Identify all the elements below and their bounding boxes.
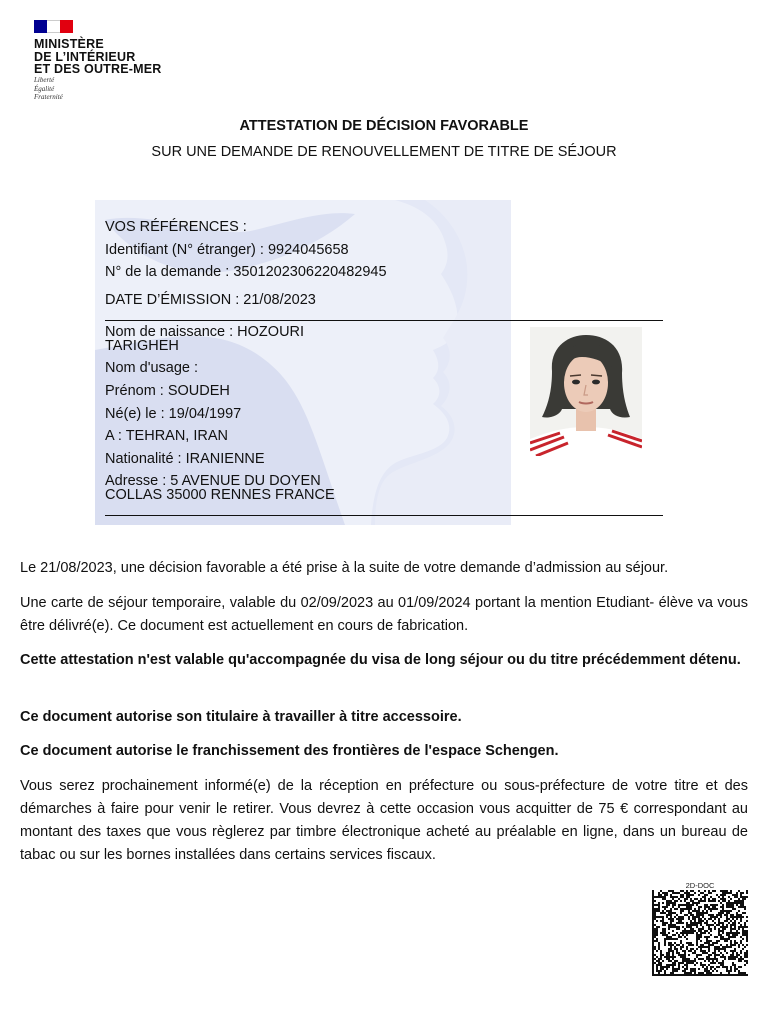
nom-usage: Nom d'usage : — [105, 360, 199, 376]
document-subtitle: SUR UNE DEMANDE DE RENOUVELLEMENT DE TITRE DE SÉJOUR — [151, 144, 617, 160]
paragraph-decision: Le 21/08/2023, une décision favorable a été prise à la suite de votre demande d’admission au séjour. — [20, 560, 669, 576]
references-heading: VOS RÉFÉRENCES : — [105, 219, 247, 235]
paragraph-validite-visa: Cette attestation n'est valable qu'accompagnée du visa de long séjour ou du titre précédemment détenu. — [20, 652, 741, 668]
ministry-line-3: ET DES OUTRE-MER — [34, 62, 162, 76]
divider-top — [105, 320, 663, 321]
2d-doc-modules — [652, 890, 748, 976]
paragraph-retrait-titre: Vous serez prochainement informé(e) de la réception en préfecture ou sous-préfecture de votre titre et des démarches à faire pour venir le retirer. Vous devrez à cette occasion vous acquitter de 75 € correspondant au montant des taxes que vous règlerez par timbre électronique acheté au préalable en ligne, dans un bureau de tabac ou sur les bornes installées dans certains services fiscaux. — [20, 778, 748, 863]
paragraph-carte-sejour: Une carte de séjour temporaire, valable du 02/09/2023 au 01/09/2024 portant la mention Etudiant- élève va vous être délivré(e). Ce document est actuellement en cours de fabrication. — [20, 595, 748, 634]
date-naissance: Né(e) le : 19/04/1997 — [105, 406, 242, 422]
motto-fraternite: Fraternité — [34, 93, 63, 101]
identity-photo — [530, 327, 642, 456]
nationalite: Nationalité : IRANIENNE — [105, 451, 265, 467]
lieu-naissance: A : TEHRAN, IRAN — [105, 428, 229, 444]
date-emission: DATE D’ÉMISSION : 21/08/2023 — [105, 292, 316, 308]
paragraph-schengen: Ce document autorise le franchissement des frontières de l'espace Schengen. — [20, 743, 559, 759]
document-title: ATTESTATION DE DÉCISION FAVORABLE — [239, 118, 529, 134]
identifiant-etranger: Identifiant (N° étranger) : 9924045658 — [105, 242, 349, 258]
divider-bottom — [105, 515, 663, 516]
adresse: Adresse : 5 AVENUE DU DOYEN — [105, 473, 321, 489]
motto — [34, 76, 63, 102]
nom-naissance: Nom de naissance : HOZOURI — [105, 324, 305, 340]
ministry-line-2: DE L’INTÉRIEUR — [34, 49, 136, 64]
ministry-name — [34, 38, 162, 76]
motto-liberte: Liberté — [34, 76, 55, 84]
paragraph-autorisation-travail: Ce document autorise son titulaire à travailler à titre accessoire. — [20, 709, 462, 725]
prenom: Prénom : SOUDEH — [105, 383, 230, 399]
2d-doc-label: 2D-DOC — [685, 881, 715, 890]
adresse-suite: COLLAS 35000 RENNES FRANCE — [105, 487, 335, 503]
2d-doc-barcode — [652, 890, 748, 976]
french-flag-logo — [34, 20, 73, 33]
numero-demande: N° de la demande : 3501202306220482945 — [105, 264, 387, 280]
motto-egalite: Égalité — [34, 84, 55, 93]
nom-naissance-suite: TARIGHEH — [105, 338, 179, 354]
ministry-line-1: MINISTÈRE — [34, 37, 104, 51]
